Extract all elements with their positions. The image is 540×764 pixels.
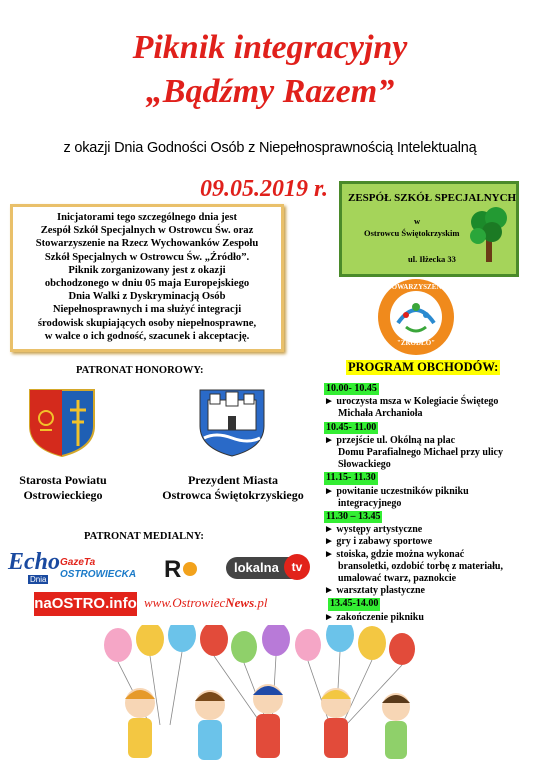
info-line: środowisk skupiających osoby niepełnosprawne,	[37, 317, 257, 329]
program-time: 10.45- 11.00	[326, 421, 377, 433]
program-time: 10.00- 10.45	[326, 383, 377, 394]
program-time: 13.45-14.00	[330, 598, 379, 610]
ostrowiec-suffix: .pl	[254, 595, 268, 610]
school-city: Ostrowcu Świętokrzyskim	[364, 228, 460, 238]
program-item-cont: Słowackiego	[338, 459, 391, 471]
program-item-cont: bransoletki, ozdobić torbę z materiału,	[338, 560, 503, 572]
info-line: obchodzonego w dniu 05 maja Europejskiego	[44, 278, 250, 290]
kids-icon	[125, 684, 410, 760]
gazeta-ostrowiecka-logo	[60, 557, 136, 581]
city-caption-line2: Ostrowca Świętokrzyskiego	[162, 488, 304, 502]
program-item: ► uroczysta msza w Kolegiacie Świętego	[324, 396, 499, 408]
gazeta-line2: OSTROWIECKA	[60, 569, 137, 580]
echo-text: Echo	[8, 549, 61, 575]
title-line-2: „Bądźmy Razem”	[145, 73, 395, 110]
ostrowiec-prefix: www.Ostrowiec	[144, 595, 226, 610]
school-logo	[339, 181, 519, 277]
county-caption	[2, 473, 124, 503]
program-item: ► powitanie uczestników pikniku	[324, 485, 469, 497]
occasion-line: z okazji Dnia Godności Osób z Niepełnosprawnością Intelektualną	[63, 140, 477, 156]
program-item: ► warsztaty plastyczne	[324, 585, 425, 597]
program-item: ► zakończenie pikniku	[324, 611, 424, 623]
info-line: Stowarzyszenie na Rzecz Wychowanków Zespołu	[35, 238, 259, 250]
info-line: Dnia Walki z Dyskryminacją Osób	[68, 291, 226, 303]
program-item-cont: Michała Archanioła	[338, 408, 423, 420]
program-time: 11.30 – 13.45	[326, 511, 381, 523]
radio-letter: R	[164, 556, 182, 581]
school-name: ZESPÓŁ SZKÓŁ SPECJALNYCH	[348, 192, 517, 204]
info-box	[10, 204, 284, 352]
county-coat-of-arms-icon	[26, 386, 98, 458]
tv-text: tv	[284, 554, 310, 580]
program-item-cont: umalować twarz, paznokcie	[338, 573, 457, 585]
program-list	[324, 382, 536, 624]
lokalna-text: lokalna	[234, 560, 279, 575]
info-line: Niepełnosprawnych i ma służyć integracji	[52, 304, 242, 316]
program-item-cont: Domu Parafialnego Michael przy ulicy	[338, 447, 503, 459]
county-caption-line2: Ostrowieckiego	[23, 488, 103, 502]
info-line: Piknik zorganizowany jest z okazji	[68, 264, 226, 276]
city-caption	[148, 473, 318, 503]
program-item: ► gry i zabawy sportowe	[324, 536, 433, 548]
tree-icon	[468, 204, 510, 264]
radio-logo-icon	[162, 555, 198, 581]
info-line: Inicjatorami tego szczególnego dnia jest	[56, 212, 238, 223]
title-line-1: Piknik integracyjny	[132, 29, 408, 66]
info-line: Szkół Specjalnych w Ostrowcu Św. „Źródło”.	[44, 251, 250, 263]
county-caption-line1: Starosta Powiatu	[19, 473, 107, 487]
association-bottom-text: "ŹRÓDŁO"	[396, 339, 436, 347]
info-line: Zespół Szkół Specjalnych w Ostrowcu Św. oraz	[40, 225, 254, 237]
lokalna-tv-logo	[226, 557, 306, 579]
ostrowiec-news-logo	[144, 595, 268, 611]
echo-dnia-logo	[8, 549, 61, 589]
program-time: 11.15- 11.30	[326, 472, 376, 484]
program-title: PROGRAM OBCHODÓW:	[348, 360, 499, 374]
program-item-cont: integracyjnego	[338, 497, 402, 509]
ostrowiec-bold: News	[225, 595, 255, 610]
info-line: w walce o ich godność, szacunek i akceptację.	[44, 330, 250, 342]
association-logo	[376, 277, 456, 357]
school-w: w	[414, 216, 421, 226]
naostro-logo: naOSTRO.info	[34, 592, 137, 616]
program-item: ► występy artystyczne	[324, 524, 423, 536]
program-item: ► przejście ul. Okólną na plac	[324, 434, 456, 446]
gazeta-line1: GazeTa	[60, 557, 96, 568]
balloon-kids-illustration	[0, 625, 540, 764]
event-date: 09.05.2019 r.	[200, 176, 329, 202]
program-item: ► stoiska, gdzie można wykonać	[324, 548, 465, 560]
media-heading: PATRONAT MEDIALNY:	[84, 531, 204, 542]
echo-sub: Dnia	[30, 575, 47, 584]
honorary-heading: PATRONAT HONOROWY:	[76, 365, 204, 376]
school-street: ul. Iłżecka 33	[408, 254, 456, 264]
association-top-text: STOWARZYSZENIE	[383, 283, 449, 291]
city-coat-of-arms-icon	[196, 386, 268, 458]
city-caption-line1: Prezydent Miasta	[187, 473, 279, 487]
